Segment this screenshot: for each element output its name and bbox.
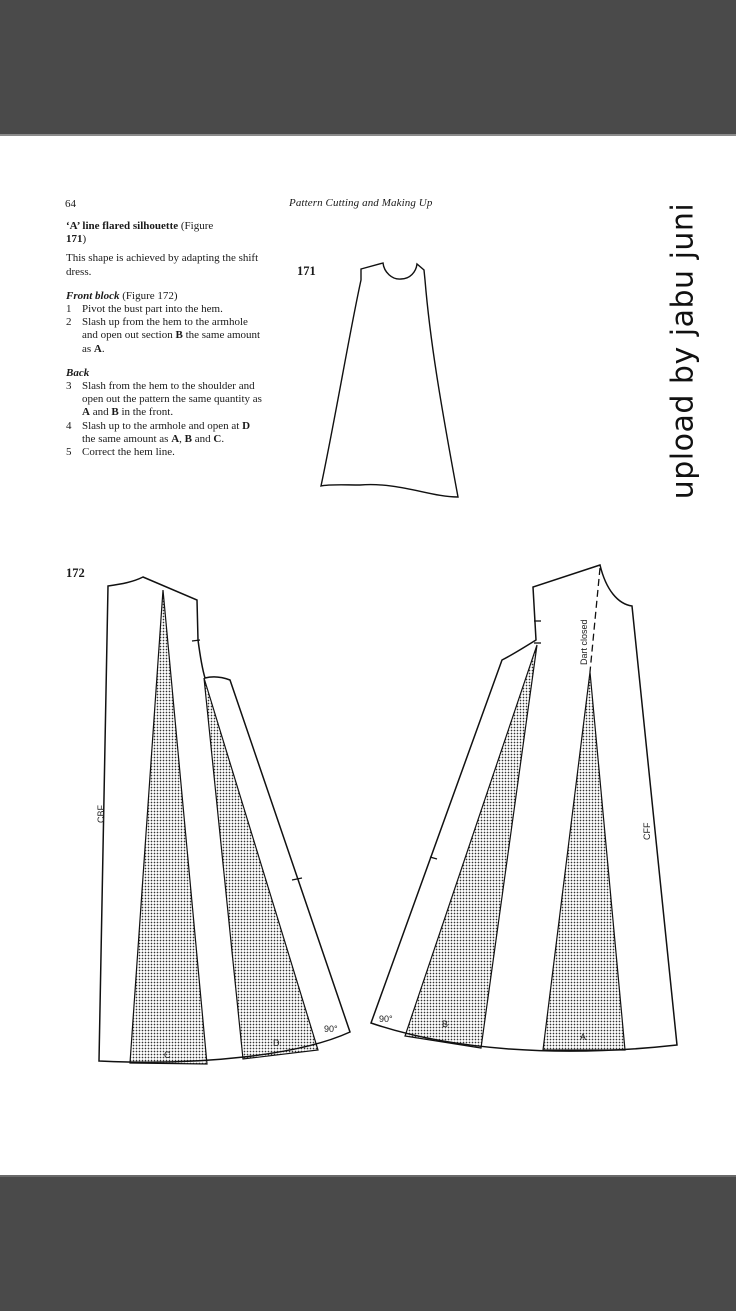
- section-c-label: C: [164, 1050, 171, 1060]
- back-heading: Back: [66, 366, 90, 379]
- front-angle-label: 90°: [379, 1014, 393, 1024]
- dart-closed-label: Dart closed: [579, 619, 589, 665]
- section-d-inserted: [204, 678, 318, 1059]
- watermark: upload by jabu juni: [665, 202, 701, 499]
- step-4: 4 Slash up to the armhole and open at D the same amount as A, B and C.: [66, 419, 251, 445]
- back-angle-label: 90°: [324, 1024, 338, 1034]
- section-d-label: D: [273, 1038, 280, 1048]
- figure-171-dress-outline: [321, 263, 458, 497]
- section-b-inserted: [405, 645, 537, 1048]
- front-block-heading: Front block (Figure 172): [66, 289, 178, 302]
- figure-172-label: 172: [66, 566, 85, 580]
- front-pattern-piece: [371, 565, 677, 1051]
- cbf-label: CBF: [96, 805, 106, 823]
- figure-171-label: 171: [297, 264, 316, 278]
- section-title: ‘A’ line flared silhouette (Figure 171): [66, 220, 214, 246]
- running-head: Pattern Cutting and Making Up: [289, 197, 433, 209]
- back-pattern-piece: [96, 577, 350, 1064]
- step-3: 3 Slash from the hem to the shoulder and open out the pattern the same quantity as A and B in the front.: [66, 380, 262, 419]
- cff-label: CFF: [642, 822, 652, 840]
- section-a-inserted: [543, 672, 625, 1050]
- step-1: 1 Pivot the bust part into the hem.: [66, 303, 223, 316]
- step-5: 5 Correct the hem line.: [66, 446, 175, 459]
- step-2: 2 Slash up from the hem to the armhole and open out section B the same amount as A.: [66, 316, 261, 355]
- section-c-inserted: [130, 590, 207, 1064]
- intro-paragraph: This shape is achieved by adapting the shift dress.: [66, 252, 259, 278]
- page-number: 64: [65, 198, 76, 210]
- section-b-label: B: [442, 1019, 449, 1029]
- section-a-label: A: [580, 1032, 587, 1042]
